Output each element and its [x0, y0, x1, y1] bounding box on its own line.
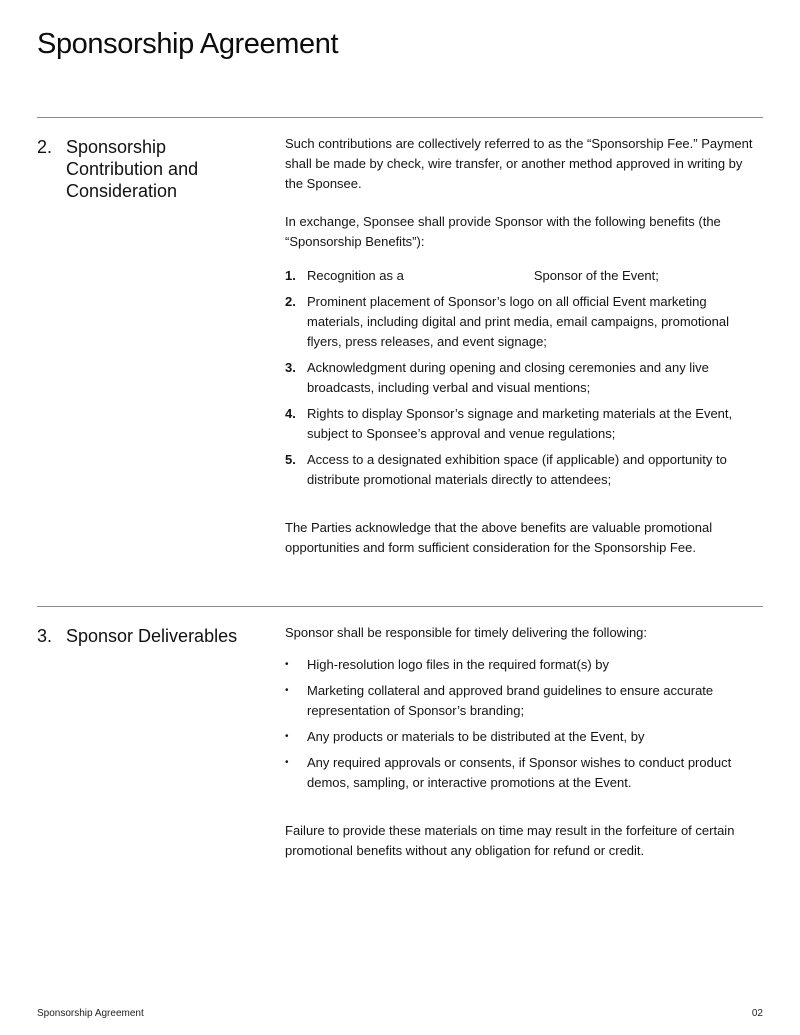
list-item — [285, 655, 760, 675]
list-marker: 4. — [285, 406, 296, 421]
paragraph: Failure to provide these materials on time may result in the forfeiture of certain promotional benefits without any obligation for refund or credit. — [285, 823, 735, 858]
document-title: Sponsorship Agreement — [37, 28, 339, 60]
section-title: Sponsor Deliverables — [66, 626, 238, 646]
list-item — [285, 404, 760, 444]
list-item-text: Rights to display Sponsor’s signage and marketing materials at the Event, subject to Sponsee’s approval and venue regulations; — [307, 406, 733, 441]
list-item-text: High-resolution logo files in the required format(s) by — [307, 657, 610, 672]
page-number: 02 — [751, 1008, 763, 1019]
section-2-body — [285, 134, 760, 558]
list-item-text: Prominent placement of Sponsor’s logo on all official Event marketing materials, including digital and print media, email campaigns, promotional flyers, press releases, and event signage; — [307, 294, 729, 349]
section-number: 3. — [37, 626, 53, 646]
paragraph: The Parties acknowledge that the above benefits are valuable promotional opportunities and form sufficient consideration for the Sponsorship Fee. — [285, 520, 713, 555]
list-item — [285, 292, 760, 352]
list-item-text: Marketing collateral and approved brand guidelines to ensure accurate representation of Sponsor’s branding; — [307, 683, 714, 718]
bullet-icon: • — [285, 757, 289, 768]
section-divider — [37, 117, 763, 118]
bullet-icon: • — [285, 685, 289, 696]
section-title: Sponsorship Contribution and Consideration — [66, 137, 199, 201]
section-2-heading — [37, 136, 267, 202]
list-item-text: Any products or materials to be distributed at the Event, by — [307, 729, 645, 744]
footer-document-title: Sponsorship Agreement — [37, 1008, 144, 1019]
list-item-text: Access to a designated exhibition space (if applicable) and opportunity to distribute promotional materials directly to attendees; — [307, 452, 727, 487]
list-item — [285, 450, 760, 490]
list-marker: 1. — [285, 268, 296, 283]
paragraph: In exchange, Sponsee shall provide Sponsor with the following benefits (the “Sponsorship Benefits”): — [285, 214, 721, 249]
section-divider — [37, 606, 763, 607]
list-item — [285, 358, 760, 398]
list-marker: 2. — [285, 294, 296, 309]
list-item-text: Acknowledgment during opening and closing ceremonies and any live broadcasts, including verbal and visual mentions; — [307, 360, 709, 395]
deliverables-list — [285, 655, 760, 793]
list-item — [285, 681, 760, 721]
list-item — [285, 727, 760, 747]
list-marker: 5. — [285, 452, 296, 467]
section-number: 2. — [37, 137, 53, 157]
list-item — [285, 266, 760, 286]
list-item-text: Recognition as a Sponsor of the Event; — [307, 268, 659, 283]
paragraph: Sponsor shall be responsible for timely delivering the following: — [285, 625, 648, 640]
benefits-list — [285, 266, 760, 490]
list-item-text: Any required approvals or consents, if Sponsor wishes to conduct product demos, sampling, or interactive promotions at the Event. — [307, 755, 732, 790]
section-3-heading — [37, 625, 267, 647]
paragraph: Such contributions are collectively referred to as the “Sponsorship Fee.” Payment shall be made by check, wire transfer, or another method approved in writing by the Sponsee. — [285, 136, 753, 191]
section-3-body — [285, 623, 760, 861]
bullet-icon: • — [285, 659, 289, 670]
list-marker: 3. — [285, 360, 296, 375]
list-item — [285, 753, 760, 793]
bullet-icon: • — [285, 731, 289, 742]
